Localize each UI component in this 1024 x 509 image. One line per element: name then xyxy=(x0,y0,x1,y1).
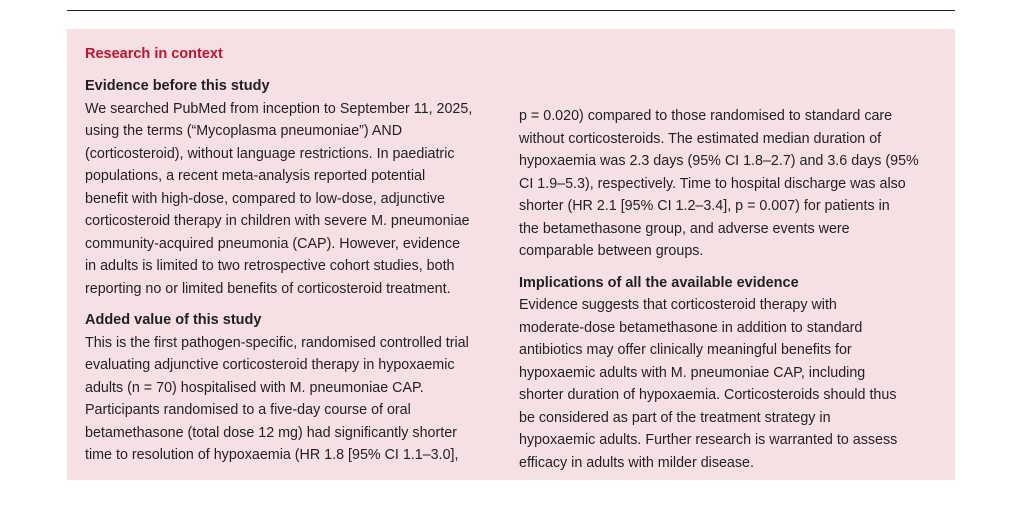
right-column xyxy=(519,75,937,474)
added-value-heading: Added value of this study xyxy=(85,312,262,328)
evidence-before-heading: Evidence before this study xyxy=(85,78,270,94)
added-value-text: This is the first pathogen-specific, randomised controlled trial evaluating adjunctive corticosteroid therapy in hypoxaemic adults (n = 70) hospitalised with M. pneumoniae CAP. Participants randomised to a five-day course of oral betamethasone (total dose 12 mg) had significantly shorter time to resolution of hypoxaemia (HR 1.8 [95% CI 1.1–3.0], xyxy=(85,334,469,463)
implications-text: Evidence suggests that corticosteroid therapy with moderate-dose betamethasone in addition to standard antibiotics may offer clinically meaningful benefits for hypoxaemic adults with M. pneumoniae CAP, including shorter duration of hypoxaemia. Corticosteroids should thus be considered as part of the treatment strategy in hypoxaemic adults. Further research is warranted to assess efficacy in adults with milder disease. xyxy=(519,297,898,471)
left-column xyxy=(85,75,503,474)
page-top-rule xyxy=(67,10,955,11)
implications-heading: Implications of all the available evidence xyxy=(519,274,799,291)
added-value-continued-text: p = 0.020) compared to those randomised to standard care without corticosteroids. The estimated median duration of hypoxaemia was 2.3 days (95% CI 1.8–2.7) and 3.6 days (95% CI 1.9–5.3), respectively. Time to hospital discharge was also shorter (HR 2.1 [95% CI 1.2–3.4], p = 0.007) for patients in the betamethasone group, and adverse events were comparable between groups. xyxy=(519,108,919,259)
evidence-before-text: We searched PubMed from inception to September 11, 2025, using the terms (“Mycoplasma pneumoniae”) AND (corticosteroid), without language restrictions. In paediatric populations, a recent meta-analysis reported potential benefit with high-dose, compared to low-dose, adjunctive corticosteroid therapy in children with severe M. pneumoniae community-acquired pneumonia (CAP). However, evidence in adults is limited to two retrospective cohort studies, both reporting no or limited benefits of corticosteroid treatment. xyxy=(85,100,473,297)
panel-columns xyxy=(85,75,937,474)
panel-title: Research in context xyxy=(85,46,223,62)
research-in-context-panel xyxy=(67,29,955,480)
